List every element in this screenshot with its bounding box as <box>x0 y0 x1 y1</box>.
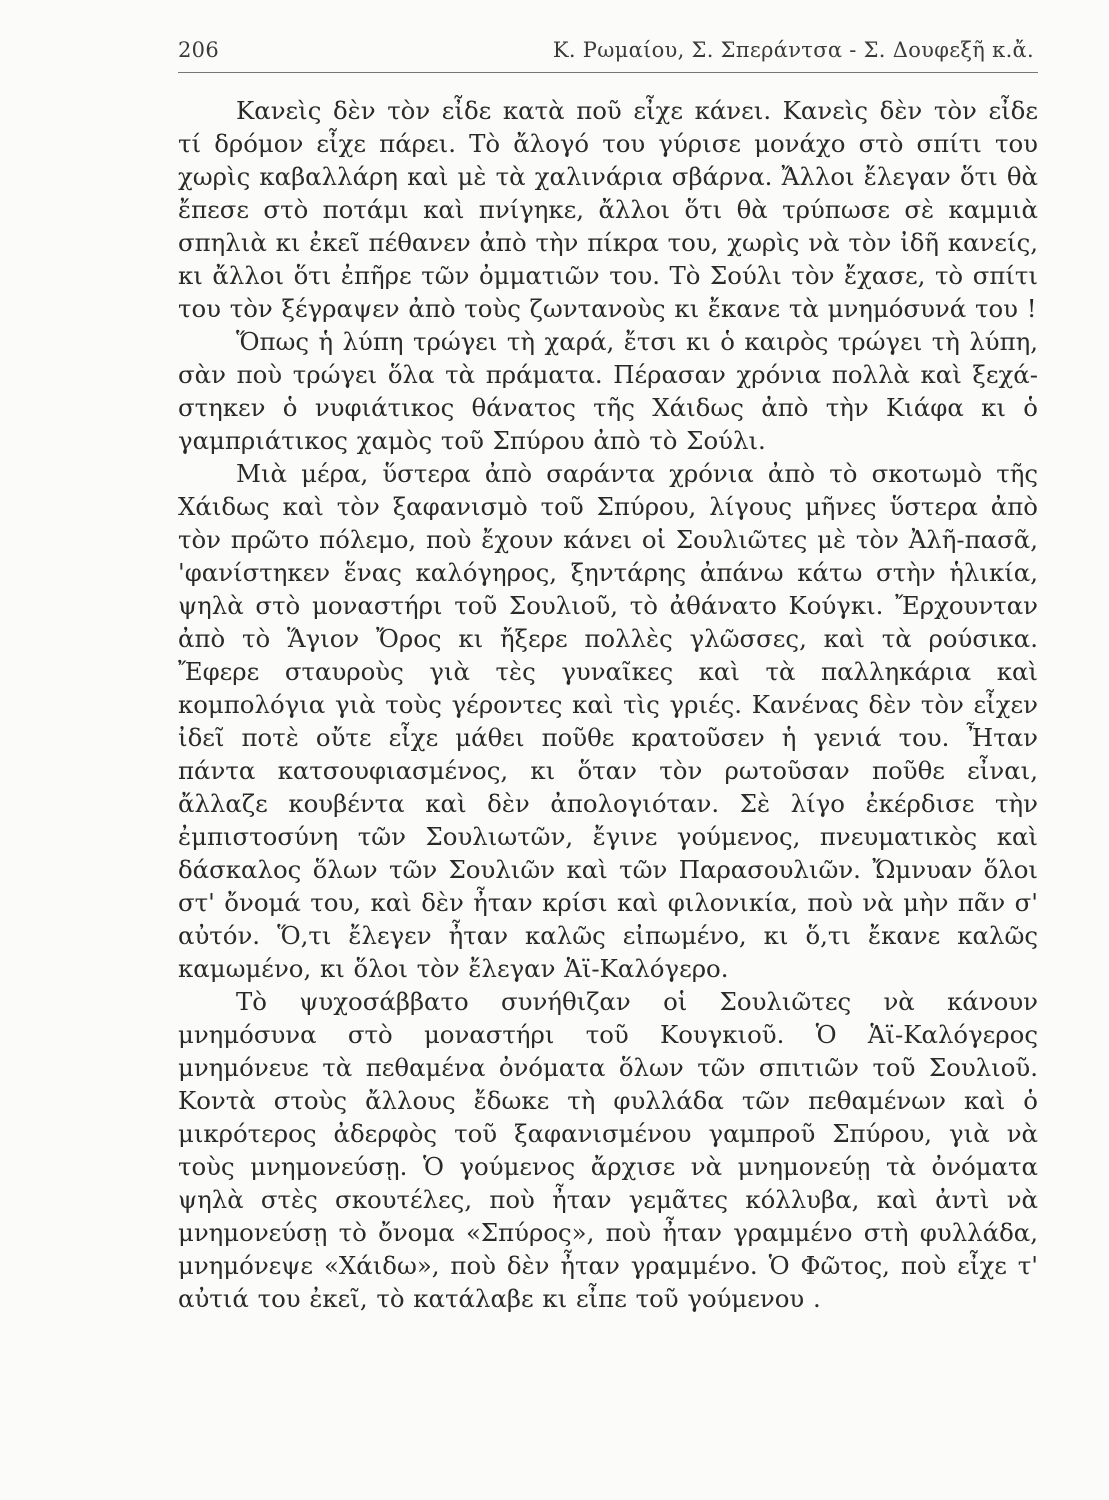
paragraph: Ὅπως ἡ λύπη τρώγει τὴ χαρά, ἔτσι κι ὁ καιρὸς τρώγει τὴ λύπη, σὰν ποὺ τρώγει ὅλα τὰ πράματα. Πέρασαν χρόνια πολλὰ καὶ ξεχάστηκεν ὁ νυφιάτικος θάνατος τῆς Χάιδως ἀπὸ τὴν Κιάφα κι ὁ γαμπριάτικος χαμὸς τοῦ Σπύρου ἀπὸ τὸ Σούλι. <box>178 327 1038 455</box>
page-header <box>178 28 1038 68</box>
paragraph: Μιὰ μέρα, ὕστερα ἀπὸ σαράντα χρόνια ἀπὸ τὸ σκοτωμὸ τῆς Χάιδως καὶ τὸν ξαφανισμὸ τοῦ Σπύρου, λίγους μῆνες ὕστερα ἀπὸ τὸν πρῶτο πόλεμο, ποὺ ἔχουν κάνει οἱ Σουλιῶτες μὲ τὸν Ἀλῆ-πασᾶ, 'φανίστηκεν ἕνας καλόγηρος, ξηντάρης ἀπάνω κάτω στὴν ἡλικία, ψηλὰ στὸ μοναστήρι τοῦ Σουλιοῦ, τὸ ἀθάνατο Κούγκι. Ἔρχουνταν ἀπὸ τὸ Ἅγιον Ὄρος κι ἤξερε πολλὲς γλῶσσες, καὶ τὰ ρούσικα. Ἔφερε σταυροὺς γιὰ τὲς γυναῖκες καὶ τὰ παλληκάρια καὶ κομπολόγια γιὰ τοὺς γέροντες καὶ τὶς γριές. Κανένας δὲν τὸν εἶχεν ἰδεῖ ποτὲ οὔτε εἶχε μάθει ποῦθε κρατοῦσεν ἡ γενιά του. Ἦταν πάντα κατσουφιασμένος, κι ὅταν τὸν ρωτοῦσαν ποῦθε εἶναι, ἄλλαζε κουβέντα καὶ δὲν ἀπολογιόταν. Σὲ λίγο ἐκέρδισε τὴν ἐμπιστοσύνη τῶν Σουλιωτῶν, ἔγινε γούμενος, πνευματικὸς καὶ δάσκαλος ὅλων τῶν Σουλιῶν καὶ τῶν Παρασουλιῶν. Ὤμνυαν ὅλοι στ' ὄνομά του, καὶ δὲν ἦταν κρίσι καὶ φιλονικία, ποὺ νὰ μὴν πᾶν σ' αὐτόν. Ὅ,τι ἔλεγεν ἦταν καλῶς εἰπωμένο, κι ὅ,τι ἔκανε καλῶς καμωμένο, κι ὅλοι τὸν ἔλεγαν Ἁϊ-Καλόγερο. <box>178 459 1038 983</box>
header-rule <box>178 72 1038 73</box>
paragraph: Τὸ ψυχοσάββατο συνήθιζαν οἱ Σουλιῶτες νὰ κάνουν μνημόσυνα στὸ μοναστήρι τοῦ Κουγκιοῦ. Ὁ Ἁϊ-Καλόγερος μνημόνευε τὰ πεθαμένα ὀνόματα ὅλων τῶν σπιτιῶν τοῦ Σουλιοῦ. Κοντὰ στοὺς ἄλλους ἔδωκε τὴ φυλλάδα τῶν πεθαμένων καὶ ὁ μικρότερος ἀδερφὸς τοῦ ξαφανισμένου γαμπροῦ Σπύρου, γιὰ νὰ τοὺς μνημονεύσῃ. Ὁ γούμενος ἄρχισε νὰ μνημονεύῃ τὰ ὀνόματα ψηλὰ στὲς σκουτέλες, ποὺ ἦταν γεμᾶτες κόλλυβα, καὶ ἀντὶ νὰ μνημονεύσῃ τὸ ὄνομα «Σπύρος», ποὺ ἦταν γραμμένο στὴ φυλλάδα, μνημόνεψε «Χάιδω», ποὺ δὲν ἦταν γραμμένο. Ὁ Φῶτος, ποὺ εἶχε τ' αὐτιά του ἐκεῖ, τὸ κατάλαβε κι εἶπε τοῦ γούμενου . <box>178 987 1038 1313</box>
page-number: 206 <box>178 38 219 62</box>
book-page <box>178 28 1038 1315</box>
running-title: Κ. Ρωμαίου, Σ. Σπεράντσα - Σ. Δουφεξῆ κ.ἄ. <box>552 38 1034 62</box>
paragraph: Κανεὶς δὲν τὸν εἶδε κατὰ ποῦ εἶχε κάνει. Κανεὶς δὲν τὸν εἶδε τί δρόμον εἶχε πάρει. Τὸ ἄλογό του γύρισε μονάχο στὸ σπίτι του χωρὶς καβαλλάρη καὶ μὲ τὰ χαλινάρια σβάρνα. Ἄλλοι ἔλεγαν ὅτι θὰ ἔπεσε στὸ ποτάμι καὶ πνίγηκε, ἄλλοι ὅτι θὰ τρύπωσε σὲ καμμιὰ σπηλιὰ κι ἐκεῖ πέθανεν ἀπὸ τὴν πίκρα του, χωρὶς νὰ τὸν ἰδῆ κανείς, κι ἄλλοι ὅτι ἐπῆρε τῶν ὀμματιῶν του. Τὸ Σούλι τὸν ἔχασε, τὸ σπίτι του τὸν ξέγραψεν ἀπὸ τοὺς ζωντανοὺς κι ἔκανε τὰ μνημόσυνά του ! <box>178 96 1038 323</box>
body-text <box>178 94 1038 1315</box>
